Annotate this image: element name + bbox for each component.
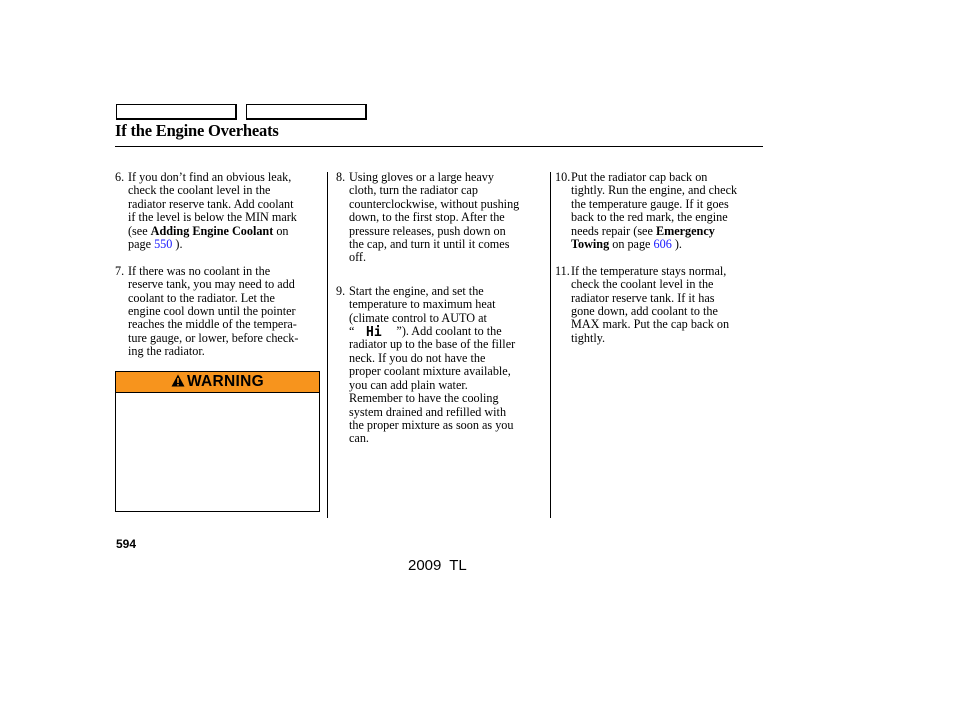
step-line: can. <box>349 431 369 446</box>
step-line: ing the radiator. <box>128 344 205 359</box>
step-line: back to the red mark, the engine <box>571 210 728 225</box>
page-number: 594 <box>116 537 137 551</box>
step-number: 9. <box>336 283 346 298</box>
step-line: the cap, and turn it until it comes <box>349 237 510 252</box>
column-2 <box>336 171 546 446</box>
step-number: 7. <box>115 263 125 278</box>
step-line <box>349 325 546 338</box>
page-label: page <box>128 237 155 252</box>
warning-header <box>116 372 319 393</box>
page-label: on page <box>609 237 654 252</box>
step-line <box>128 238 325 251</box>
step-line <box>128 225 325 238</box>
column-1 <box>115 171 325 359</box>
warning-label: WARNING <box>186 373 264 390</box>
step-line: gone down, add coolant to the <box>571 304 718 319</box>
step-line: engine cool down until the pointer <box>128 304 296 319</box>
title-divider <box>115 146 763 147</box>
column-3 <box>555 171 765 345</box>
step-number: 6. <box>115 170 125 184</box>
step-line: tightly. Run the engine, and check <box>571 183 738 198</box>
step-line: radiator reserve tank. Add coolant <box>128 196 294 211</box>
step-line: reserve tank, you may need to add <box>128 277 295 292</box>
step-line: reaches the middle of the tempera- <box>128 317 297 332</box>
quote-open: “ <box>349 324 355 339</box>
nav-button-1[interactable] <box>116 104 237 120</box>
step-line: (climate control to AUTO at <box>349 310 487 325</box>
step-line: the temperature gauge. If it goes <box>571 196 729 211</box>
step-6 <box>115 171 325 251</box>
quote-close: ”). Add coolant to the <box>396 324 502 339</box>
step-line: counterclockwise, without pushing <box>349 196 520 211</box>
step-number: 10. <box>555 170 571 184</box>
step-11 <box>555 265 765 345</box>
step-line: Start the engine, and set the <box>349 283 484 298</box>
hi-display-text: Hi <box>366 325 383 338</box>
step-line: pressure releases, push down on <box>349 223 506 238</box>
step-line: cloth, turn the radiator cap <box>349 183 478 198</box>
warning-box <box>115 371 320 512</box>
step-line: check the coolant level in the <box>571 277 714 292</box>
step-line: Remember to have the cooling <box>349 391 499 406</box>
step-line: tightly. <box>571 330 606 345</box>
step-7 <box>115 265 325 359</box>
step-line: temperature to maximum heat <box>349 297 496 312</box>
step-line: if the level is below the MIN mark <box>128 210 297 225</box>
footer-model: 2009 TL <box>408 557 467 574</box>
step-line: off. <box>349 250 367 265</box>
page-link-550[interactable]: 550 <box>154 237 173 252</box>
ref-title: Emergency <box>655 223 715 238</box>
step-10 <box>555 171 765 251</box>
step-line <box>571 238 765 251</box>
step-number: 8. <box>336 170 346 184</box>
column-divider-1 <box>327 172 328 518</box>
ref-prefix: (see <box>128 223 151 238</box>
step-line: If the temperature stays normal, <box>571 263 727 278</box>
step-line <box>571 225 765 238</box>
ref-suffix: on <box>273 223 289 238</box>
step-line: the proper mixture as soon as you <box>349 417 514 432</box>
column-divider-2 <box>550 172 551 518</box>
step-line: coolant to the radiator. Let the <box>128 290 275 305</box>
hi-display-icon <box>366 325 390 337</box>
step-line: radiator reserve tank. If it has <box>571 290 715 305</box>
step-line: system drained and refilled with <box>349 404 507 419</box>
step-line: MAX mark. Put the cap back on <box>571 317 730 332</box>
step-line: proper coolant mixture available, <box>349 364 511 379</box>
step-line: you can add plain water. <box>349 377 468 392</box>
ref-end: ). <box>172 237 183 252</box>
ref-title: Adding Engine Coolant <box>150 223 274 238</box>
step-line: ture gauge, or lower, before check- <box>128 330 299 345</box>
warning-triangle-icon <box>171 374 185 387</box>
step-line: down, to the first stop. After the <box>349 210 505 225</box>
step-line: check the coolant level in the <box>128 183 271 198</box>
nav-button-2[interactable] <box>246 104 367 120</box>
step-8 <box>336 171 546 265</box>
step-line: Using gloves or a large heavy <box>349 170 494 184</box>
ref-title: Towing <box>571 237 610 252</box>
step-line: neck. If you do not have the <box>349 350 486 365</box>
ref-end: ). <box>671 237 682 252</box>
step-line: radiator up to the base of the filler <box>349 337 516 352</box>
step-line: If there was no coolant in the <box>128 263 271 278</box>
ref-prefix: needs repair (see <box>571 223 656 238</box>
step-number: 11. <box>555 263 570 278</box>
page-link-606[interactable]: 606 <box>653 237 672 252</box>
step-line: Put the radiator cap back on <box>571 170 708 184</box>
page-title: If the Engine Overheats <box>115 121 279 140</box>
step-line: If you don’t find an obvious leak, <box>128 170 292 184</box>
step-9 <box>336 285 546 446</box>
